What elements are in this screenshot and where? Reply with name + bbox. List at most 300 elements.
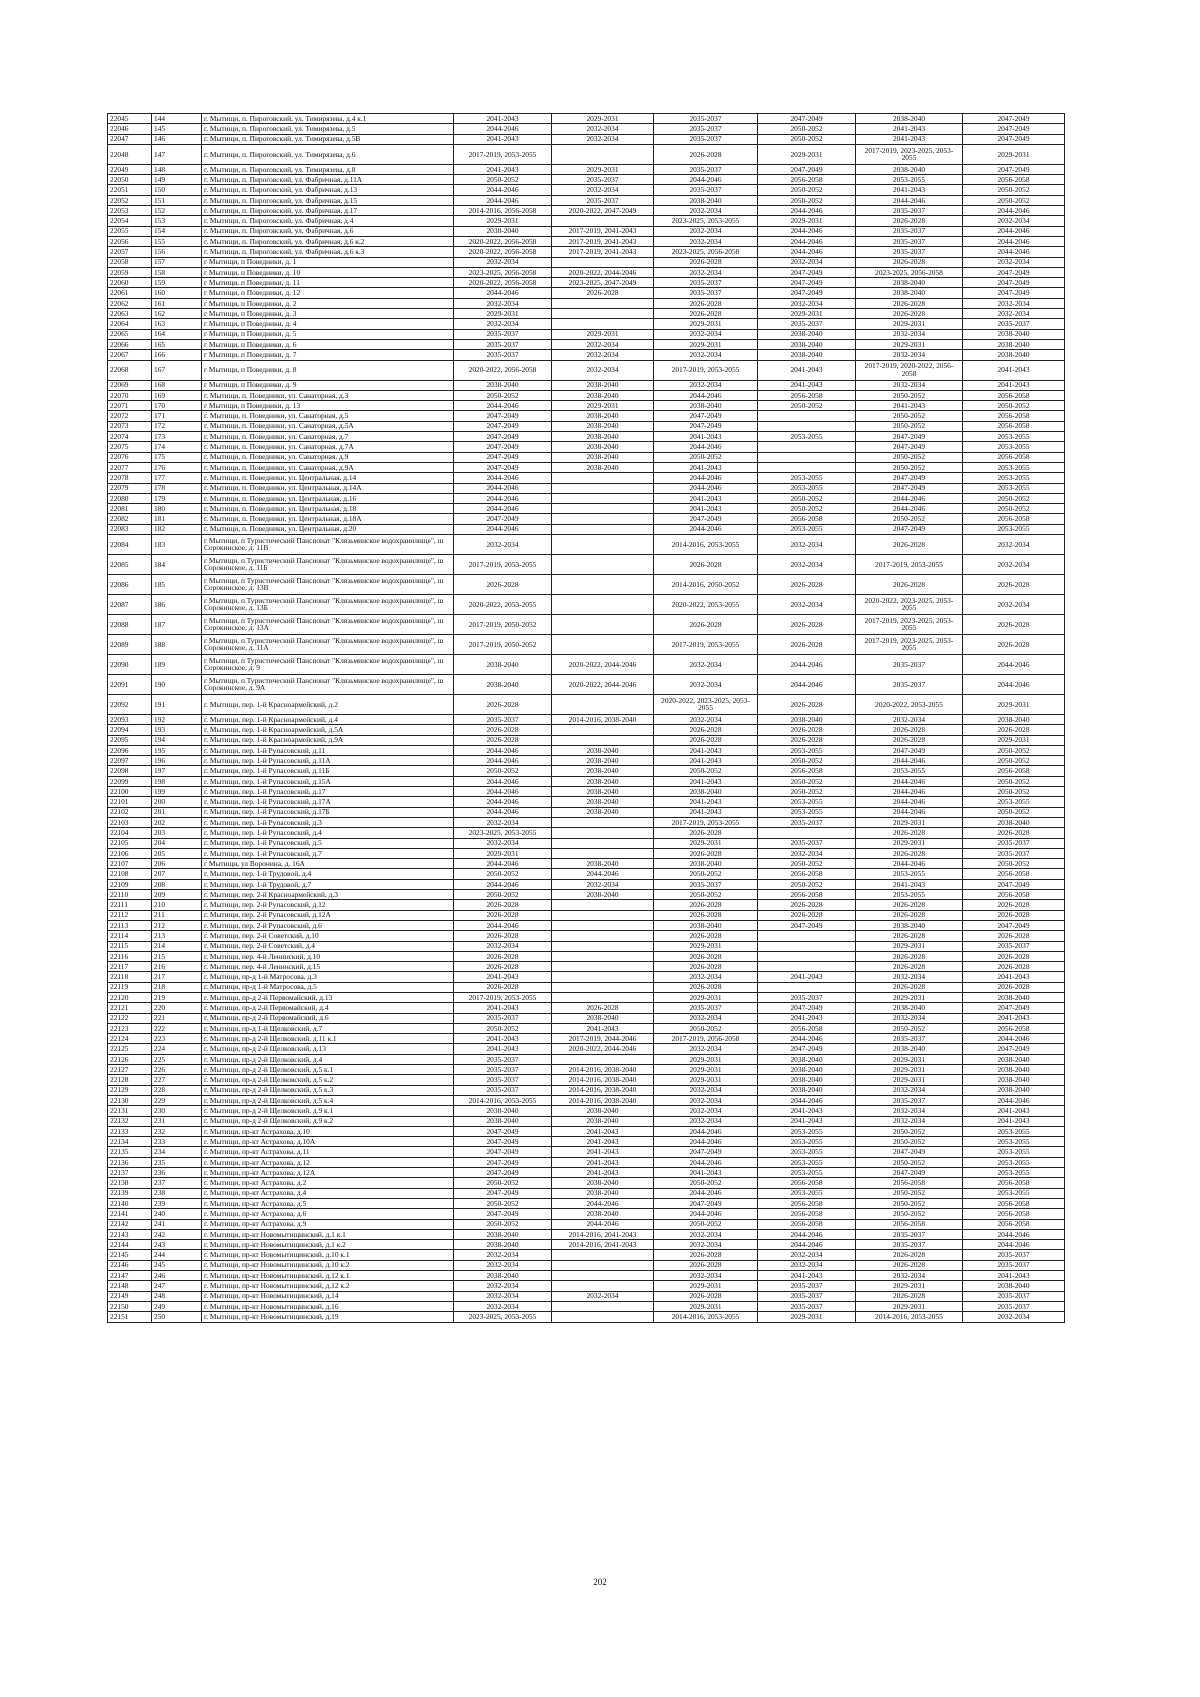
address-cell: г. Мытищи, пер. 2-й Рупасовский, д.12 [202, 900, 454, 910]
period-3-cell: 2035-2037 [654, 124, 758, 134]
period-6-cell: 2047-2049 [963, 267, 1065, 277]
period-6-cell: 2026-2028 [963, 910, 1065, 920]
period-5-cell: 2050-2052 [856, 1137, 963, 1147]
address-cell: г. Мытищи, п. Поведники, ул. Санаторная, д.9А [202, 462, 454, 472]
period-4-cell: 2053-2055 [758, 524, 856, 534]
table-row [108, 745, 1065, 755]
row-id-cell: 22073 [108, 421, 152, 431]
row-id-cell: 22071 [108, 401, 152, 411]
table-row [108, 735, 1065, 745]
row-id-cell: 22121 [108, 1003, 152, 1013]
period-4-cell: 2032-2034 [758, 298, 856, 308]
address-cell: г. Мытищи, пр-кт Астрахова, д.5 [202, 1198, 454, 1208]
period-2-cell: 2032-2034 [552, 360, 654, 380]
period-5-cell: 2026-2028 [856, 574, 963, 594]
table-row [108, 674, 1065, 694]
row-number-cell: 192 [152, 714, 202, 724]
table-row [108, 879, 1065, 889]
table-row [108, 1106, 1065, 1116]
period-5-cell: 2029-2031 [856, 1065, 963, 1075]
period-3-cell: 2032-2034 [654, 972, 758, 982]
table-row [108, 1229, 1065, 1239]
period-1-cell: 2047-2049 [454, 1157, 552, 1167]
period-5-cell: 2035-2037 [856, 1095, 963, 1105]
period-1-cell: 2038-2040 [454, 226, 552, 236]
row-id-cell: 22136 [108, 1157, 152, 1167]
row-id-cell: 22110 [108, 890, 152, 900]
period-3-cell: 2020-2022, 2023-2025, 2053-2055 [654, 694, 758, 714]
row-id-cell: 22081 [108, 504, 152, 514]
row-id-cell: 22141 [108, 1209, 152, 1219]
period-3-cell: 2047-2049 [654, 1147, 758, 1157]
period-3-cell: 2041-2043 [654, 756, 758, 766]
table-row [108, 890, 1065, 900]
address-cell: г Мытищи, п Туристический Пансионат "Клязьминское водохранилище", ш Сорокинское, д. 13А [202, 614, 454, 634]
period-4-cell: 2053-2055 [758, 473, 856, 483]
period-6-cell: 2056-2058 [963, 1178, 1065, 1188]
table-row [108, 828, 1065, 838]
address-cell: г Мытищи, п Туристический Пансионат "Клязьминское водохранилище", ш Сорокинское, д. 11Б [202, 554, 454, 574]
address-cell: г. Мытищи, пр-кт Астрахова, д.10 [202, 1126, 454, 1136]
period-5-cell: 2029-2031 [856, 1281, 963, 1291]
period-6-cell: 2044-2046 [963, 1095, 1065, 1105]
period-6-cell: 2053-2055 [963, 483, 1065, 493]
address-cell: г. Мытищи, п. Поведники, ул. Санаторная, д.5 [202, 411, 454, 421]
period-6-cell: 2032-2034 [963, 594, 1065, 614]
period-2-cell [552, 900, 654, 910]
period-3-cell: 2035-2037 [654, 288, 758, 298]
period-2-cell: 2014-2016, 2038-2040 [552, 1085, 654, 1095]
period-3-cell: 2041-2043 [654, 493, 758, 503]
period-2-cell: 2032-2034 [552, 185, 654, 195]
period-5-cell: 2041-2043 [856, 124, 963, 134]
address-cell: г. Мытищи, пер. 1-й Красноармейский, д.5А [202, 725, 454, 735]
row-id-cell: 22139 [108, 1188, 152, 1198]
period-5-cell: 2029-2031 [856, 1301, 963, 1311]
address-cell: г Мытищи, ул Воронина, д. 16А [202, 859, 454, 869]
period-4-cell: 2056-2058 [758, 1209, 856, 1219]
row-number-cell: 146 [152, 134, 202, 144]
period-2-cell: 2038-2040 [552, 452, 654, 462]
period-4-cell: 2044-2046 [758, 674, 856, 694]
row-id-cell: 22100 [108, 787, 152, 797]
period-3-cell: 2032-2034 [654, 1240, 758, 1250]
period-2-cell [552, 972, 654, 982]
address-cell: г Мытищи, п Поведники, д. 13 [202, 401, 454, 411]
period-6-cell: 2035-2037 [963, 1250, 1065, 1260]
period-6-cell: 2035-2037 [963, 1301, 1065, 1311]
row-id-cell: 22085 [108, 554, 152, 574]
period-3-cell: 2041-2043 [654, 807, 758, 817]
table-row [108, 1260, 1065, 1270]
period-4-cell: 2056-2058 [758, 1023, 856, 1033]
address-cell: г. Мытищи, пер. 1-й Рупасовский, д.11Б [202, 766, 454, 776]
period-3-cell: 2026-2028 [654, 554, 758, 574]
period-2-cell [552, 634, 654, 654]
period-6-cell: 2056-2058 [963, 1219, 1065, 1229]
period-5-cell: 2038-2040 [856, 920, 963, 930]
period-5-cell: 2017-2019, 2023-2025, 2053-2055 [856, 634, 963, 654]
period-4-cell: 2050-2052 [758, 756, 856, 766]
address-cell: г. Мытищи, п. Пироговский, ул. Тимирязева, д.8 [202, 164, 454, 174]
period-4-cell: 2038-2040 [758, 1085, 856, 1095]
period-2-cell [552, 319, 654, 329]
period-2-cell: 2023-2025, 2047-2049 [552, 278, 654, 288]
period-1-cell: 2032-2034 [454, 1291, 552, 1301]
period-5-cell: 2026-2028 [856, 962, 963, 972]
period-1-cell: 2032-2034 [454, 1301, 552, 1311]
table-row [108, 1157, 1065, 1167]
row-id-cell: 22046 [108, 124, 152, 134]
period-5-cell: 2029-2031 [856, 941, 963, 951]
row-number-cell: 238 [152, 1188, 202, 1198]
period-6-cell: 2050-2052 [963, 859, 1065, 869]
period-4-cell: 2029-2031 [758, 216, 856, 226]
period-3-cell: 2029-2031 [654, 1301, 758, 1311]
period-6-cell: 2047-2049 [963, 124, 1065, 134]
period-4-cell: 2041-2043 [758, 1271, 856, 1281]
period-2-cell: 2041-2043 [552, 1023, 654, 1033]
period-4-cell: 2026-2028 [758, 725, 856, 735]
period-5-cell: 2023-2025, 2056-2058 [856, 267, 963, 277]
table-row [108, 319, 1065, 329]
period-2-cell: 2017-2019, 2041-2043 [552, 226, 654, 236]
row-id-cell: 22103 [108, 817, 152, 827]
period-4-cell: 2047-2049 [758, 920, 856, 930]
period-3-cell: 2029-2031 [654, 993, 758, 1003]
row-id-cell: 22128 [108, 1075, 152, 1085]
row-number-cell: 237 [152, 1178, 202, 1188]
period-1-cell: 2017-2019, 2053-2055 [454, 993, 552, 1003]
row-id-cell: 22150 [108, 1301, 152, 1311]
period-6-cell: 2026-2028 [963, 962, 1065, 972]
period-3-cell: 2029-2031 [654, 339, 758, 349]
period-5-cell: 2029-2031 [856, 817, 963, 827]
period-5-cell: 2026-2028 [856, 848, 963, 858]
period-3-cell: 2026-2028 [654, 828, 758, 838]
row-number-cell: 181 [152, 514, 202, 524]
row-id-cell: 22097 [108, 756, 152, 766]
period-3-cell: 2044-2046 [654, 1126, 758, 1136]
address-cell: г. Мытищи, пер. 1-й Красноармейский, д.9А [202, 735, 454, 745]
period-2-cell: 2038-2040 [552, 797, 654, 807]
period-1-cell: 2041-2043 [454, 1003, 552, 1013]
period-5-cell: 2026-2028 [856, 900, 963, 910]
period-4-cell [758, 462, 856, 472]
period-3-cell: 2038-2040 [654, 859, 758, 869]
period-4-cell [758, 442, 856, 452]
period-1-cell: 2035-2037 [454, 350, 552, 360]
address-cell: г. Мытищи, пр-д 2-й Щелковский, д.11 к.1 [202, 1034, 454, 1044]
period-2-cell: 2041-2043 [552, 1147, 654, 1157]
period-5-cell: 2032-2034 [856, 714, 963, 724]
row-number-cell: 218 [152, 982, 202, 992]
period-3-cell: 2035-2037 [654, 879, 758, 889]
period-2-cell: 2038-2040 [552, 1188, 654, 1198]
table-row [108, 910, 1065, 920]
period-1-cell: 2047-2049 [454, 1147, 552, 1157]
period-2-cell [552, 534, 654, 554]
row-number-cell: 174 [152, 442, 202, 452]
address-cell: г. Мытищи, пр-д 2-й Щелковский, д.5 к.2 [202, 1075, 454, 1085]
address-cell: г. Мытищи, пр-д 2-й Первомайский, д.4 [202, 1003, 454, 1013]
table-row [108, 951, 1065, 961]
period-2-cell: 2029-2031 [552, 329, 654, 339]
period-1-cell: 2047-2049 [454, 452, 552, 462]
period-5-cell: 2044-2046 [856, 195, 963, 205]
table-row [108, 1178, 1065, 1188]
period-4-cell [758, 962, 856, 972]
period-5-cell: 2047-2049 [856, 483, 963, 493]
period-5-cell: 2050-2052 [856, 421, 963, 431]
period-5-cell: 2038-2040 [856, 288, 963, 298]
address-cell: г. Мытищи, пер. 1-й Трудовой, д.4 [202, 869, 454, 879]
period-6-cell: 2035-2037 [963, 838, 1065, 848]
period-6-cell: 2035-2037 [963, 1260, 1065, 1270]
period-4-cell: 2047-2049 [758, 114, 856, 124]
period-4-cell [758, 931, 856, 941]
row-number-cell: 196 [152, 756, 202, 766]
address-cell: г. Мытищи, пер. 4-й Ленинский, д.10 [202, 951, 454, 961]
row-number-cell: 167 [152, 360, 202, 380]
period-5-cell: 2050-2052 [856, 1188, 963, 1198]
row-number-cell: 188 [152, 634, 202, 654]
period-5-cell: 2029-2031 [856, 1054, 963, 1064]
address-cell: г. Мытищи, п. Поведники, ул. Центральная, д.14 [202, 473, 454, 483]
period-1-cell: 2047-2049 [454, 432, 552, 442]
period-3-cell: 2032-2034 [654, 1013, 758, 1023]
period-1-cell: 2032-2034 [454, 257, 552, 267]
period-1-cell: 2044-2046 [454, 859, 552, 869]
period-2-cell: 2038-2040 [552, 1116, 654, 1126]
row-number-cell: 198 [152, 776, 202, 786]
period-6-cell: 2032-2034 [963, 257, 1065, 267]
period-2-cell [552, 309, 654, 319]
row-id-cell: 22086 [108, 574, 152, 594]
table-row [108, 1085, 1065, 1095]
period-2-cell [552, 817, 654, 827]
period-1-cell: 2032-2034 [454, 817, 552, 827]
row-number-cell: 243 [152, 1240, 202, 1250]
table-row [108, 360, 1065, 380]
address-cell: г. Мытищи, п. Поведники, ул. Центральная, д.18А [202, 514, 454, 524]
table-row [108, 1240, 1065, 1250]
row-number-cell: 152 [152, 206, 202, 216]
period-3-cell: 2017-2019, 2056-2058 [654, 1034, 758, 1044]
period-5-cell: 2050-2052 [856, 1157, 963, 1167]
row-number-cell: 149 [152, 175, 202, 185]
period-3-cell: 2035-2037 [654, 134, 758, 144]
period-4-cell: 2056-2058 [758, 1178, 856, 1188]
period-6-cell: 2056-2058 [963, 175, 1065, 185]
address-cell: г Мытищи, п Туристический Пансионат "Клязьминское водохранилище", ш Сорокинское, д. 11В [202, 534, 454, 554]
period-3-cell: 2038-2040 [654, 787, 758, 797]
period-4-cell: 2041-2043 [758, 1013, 856, 1023]
period-5-cell: 2047-2049 [856, 1168, 963, 1178]
table-row [108, 483, 1065, 493]
period-6-cell: 2026-2028 [963, 828, 1065, 838]
period-1-cell: 2038-2040 [454, 1240, 552, 1250]
table-row [108, 694, 1065, 714]
row-number-cell: 193 [152, 725, 202, 735]
period-1-cell: 2041-2043 [454, 1044, 552, 1054]
period-5-cell: 2044-2046 [856, 504, 963, 514]
period-1-cell: 2050-2052 [454, 869, 552, 879]
period-4-cell: 2050-2052 [758, 401, 856, 411]
row-number-cell: 170 [152, 401, 202, 411]
period-2-cell [552, 962, 654, 972]
period-2-cell: 2038-2040 [552, 756, 654, 766]
row-number-cell: 161 [152, 298, 202, 308]
period-2-cell: 2026-2028 [552, 1003, 654, 1013]
period-3-cell: 2032-2034 [654, 329, 758, 339]
period-6-cell: 2053-2055 [963, 524, 1065, 534]
row-id-cell: 22078 [108, 473, 152, 483]
row-number-cell: 163 [152, 319, 202, 329]
period-4-cell: 2026-2028 [758, 735, 856, 745]
period-4-cell: 2041-2043 [758, 380, 856, 390]
period-1-cell: 2032-2034 [454, 1260, 552, 1270]
period-2-cell: 2017-2019, 2044-2046 [552, 1034, 654, 1044]
table-row [108, 594, 1065, 614]
period-1-cell: 2032-2034 [454, 941, 552, 951]
table-row [108, 473, 1065, 483]
row-number-cell: 206 [152, 859, 202, 869]
row-number-cell: 241 [152, 1219, 202, 1229]
row-number-cell: 157 [152, 257, 202, 267]
period-3-cell: 2035-2037 [654, 1003, 758, 1013]
period-1-cell: 2047-2049 [454, 462, 552, 472]
period-5-cell: 2041-2043 [856, 401, 963, 411]
period-5-cell: 2044-2046 [856, 756, 963, 766]
period-1-cell: 2047-2049 [454, 1209, 552, 1219]
period-2-cell: 2038-2040 [552, 421, 654, 431]
period-2-cell: 2032-2034 [552, 879, 654, 889]
period-5-cell: 2017-2019, 2053-2055 [856, 554, 963, 574]
address-cell: г. Мытищи, п. Пироговский, ул. Фабричная, д.15 [202, 195, 454, 205]
row-number-cell: 160 [152, 288, 202, 298]
address-cell: г. Мытищи, п. Поведники, ул. Центральная, д.16 [202, 493, 454, 503]
period-2-cell: 2041-2043 [552, 1126, 654, 1136]
period-4-cell: 2053-2055 [758, 1126, 856, 1136]
period-4-cell: 2050-2052 [758, 787, 856, 797]
period-2-cell [552, 1271, 654, 1281]
period-5-cell: 2026-2028 [856, 534, 963, 554]
period-6-cell: 2038-2040 [963, 714, 1065, 724]
row-number-cell: 231 [152, 1116, 202, 1126]
period-6-cell: 2044-2046 [963, 236, 1065, 246]
period-4-cell: 2032-2034 [758, 1250, 856, 1260]
period-4-cell: 2053-2055 [758, 1188, 856, 1198]
row-number-cell: 219 [152, 993, 202, 1003]
row-id-cell: 22113 [108, 920, 152, 930]
row-id-cell: 22093 [108, 714, 152, 724]
row-id-cell: 22102 [108, 807, 152, 817]
period-2-cell [552, 735, 654, 745]
address-cell: г. Мытищи, пр-д 2-й Щелковский, д.5 к.4 [202, 1095, 454, 1105]
row-number-cell: 217 [152, 972, 202, 982]
period-6-cell: 2050-2052 [963, 787, 1065, 797]
period-1-cell: 2032-2034 [454, 838, 552, 848]
period-6-cell: 2026-2028 [963, 614, 1065, 634]
table-row [108, 236, 1065, 246]
period-1-cell: 2044-2046 [454, 524, 552, 534]
period-3-cell: 2026-2028 [654, 298, 758, 308]
period-1-cell: 2050-2052 [454, 890, 552, 900]
period-2-cell: 2038-2040 [552, 411, 654, 421]
period-4-cell: 2056-2058 [758, 869, 856, 879]
period-5-cell: 2035-2037 [856, 654, 963, 674]
row-id-cell: 22053 [108, 206, 152, 216]
table-row [108, 931, 1065, 941]
period-3-cell: 2014-2016, 2050-2052 [654, 574, 758, 594]
address-cell: г Мытищи, п Поведники, д. 8 [202, 360, 454, 380]
row-id-cell: 22112 [108, 910, 152, 920]
period-5-cell: 2035-2037 [856, 206, 963, 216]
period-5-cell: 2026-2028 [856, 257, 963, 267]
period-4-cell: 2053-2055 [758, 1168, 856, 1178]
period-3-cell: 2041-2043 [654, 776, 758, 786]
period-2-cell: 2038-2040 [552, 766, 654, 776]
table-row [108, 339, 1065, 349]
table-row [108, 714, 1065, 724]
period-6-cell: 2050-2052 [963, 185, 1065, 195]
period-6-cell: 2050-2052 [963, 807, 1065, 817]
period-2-cell: 2035-2037 [552, 175, 654, 185]
table-row [108, 848, 1065, 858]
row-number-cell: 204 [152, 838, 202, 848]
row-id-cell: 22052 [108, 195, 152, 205]
period-5-cell: 2047-2049 [856, 745, 963, 755]
address-cell: г Мытищи, п Поведники, д. 11 [202, 278, 454, 288]
row-number-cell: 249 [152, 1301, 202, 1311]
period-5-cell: 2044-2046 [856, 787, 963, 797]
address-cell: г. Мытищи, пер. 1-й Рупасовский, д.5 [202, 838, 454, 848]
period-2-cell [552, 910, 654, 920]
period-3-cell: 2032-2034 [654, 236, 758, 246]
row-number-cell: 172 [152, 421, 202, 431]
address-cell: г. Мытищи, пер. 1-й Рупасовский, д.7 [202, 848, 454, 858]
period-2-cell: 2038-2040 [552, 787, 654, 797]
row-id-cell: 22092 [108, 694, 152, 714]
row-number-cell: 186 [152, 594, 202, 614]
row-id-cell: 22082 [108, 514, 152, 524]
period-3-cell: 2032-2034 [654, 1095, 758, 1105]
address-cell: г. Мытищи, пр-д 2-й Щелковский, д.4 [202, 1054, 454, 1064]
row-number-cell: 178 [152, 483, 202, 493]
period-1-cell: 2038-2040 [454, 674, 552, 694]
table-row [108, 1219, 1065, 1229]
table-row [108, 776, 1065, 786]
period-1-cell: 2020-2022, 2056-2058 [454, 247, 552, 257]
period-5-cell: 2038-2040 [856, 164, 963, 174]
period-6-cell: 2047-2049 [963, 278, 1065, 288]
table-row [108, 206, 1065, 216]
period-3-cell: 2044-2046 [654, 1137, 758, 1147]
period-1-cell: 2044-2046 [454, 797, 552, 807]
address-cell: г. Мытищи, п. Поведники, ул. Центральная, д.14А [202, 483, 454, 493]
period-2-cell: 2032-2034 [552, 124, 654, 134]
period-5-cell: 2026-2028 [856, 1291, 963, 1301]
period-3-cell: 2029-2031 [654, 1075, 758, 1085]
address-cell: г. Мытищи, пер. 1-й Рупасовский, д.15А [202, 776, 454, 786]
period-1-cell: 2035-2037 [454, 714, 552, 724]
row-number-cell: 209 [152, 890, 202, 900]
row-number-cell: 201 [152, 807, 202, 817]
period-3-cell: 2044-2046 [654, 524, 758, 534]
address-cell: г. Мытищи, пр-кт Новомытищинский, д.19 [202, 1312, 454, 1322]
row-number-cell: 232 [152, 1126, 202, 1136]
